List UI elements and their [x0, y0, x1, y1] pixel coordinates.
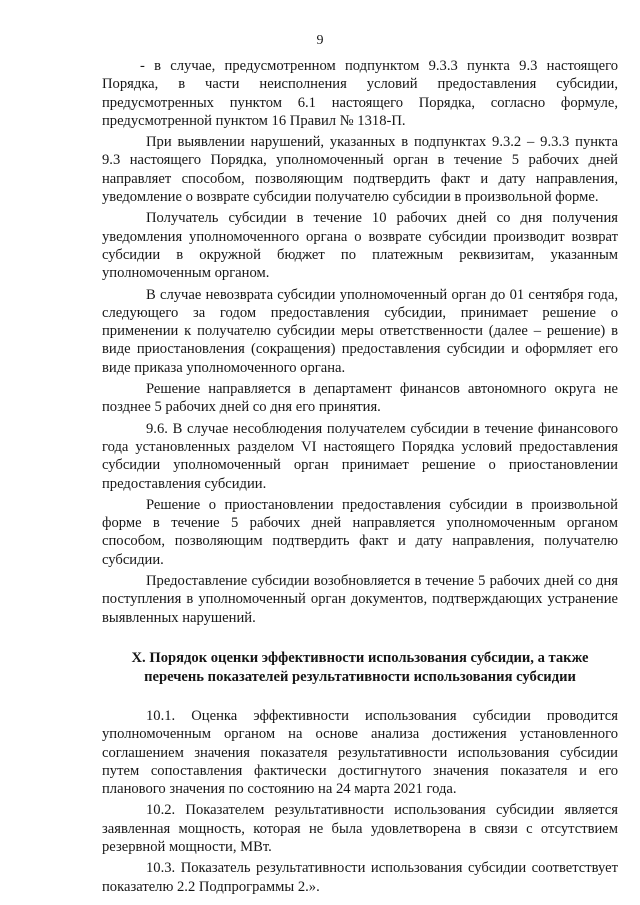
paragraph-decision-sent: Решение направляется в департамент финансов автономного округа не позднее 5 рабочих дней со дня его принятия. — [102, 381, 618, 416]
paragraph-10-3: 10.3. Показатель результативности использования субсидии соответствует показателю 2.2 Подпрограммы 2.». — [102, 860, 618, 895]
paragraph-suspension-decision: Решение о приостановлении предоставления субсидии в произвольной форме в течение 5 рабочих дней направляется уполномоченным органом способом, позволяющим подтвердить факт и дату направления, получателю субсидии. — [102, 496, 618, 568]
paragraph-subparagraph-case: - в случае, предусмотренном подпунктом 9.3.3 пункта 9.3 настоящего Порядка, в части неисполнения условий предоставления субсидии, предусмотренных пунктом 6.1 настоящего Порядка, согласно формуле, предусмотренной пунктом 16 Правил № 1318-П. — [102, 58, 618, 129]
paragraph-resumption: Предоставление субсидии возобновляется в течение 5 рабочих дней со дня поступления в уполномоченный орган документов, подтверждающих устранение выявленных нарушений. — [102, 573, 618, 626]
paragraph-subsidy-return: Получатель субсидии в течение 10 рабочих дней со дня получения уведомления уполномоченного органа о возврате субсидии производит возврат субсидии в окружной бюджет по платежным реквизитам, указанным уполномоченным органом. — [102, 210, 618, 282]
paragraph-violations-notice: При выявлении нарушений, указанных в подпунктах 9.3.2 – 9.3.3 пункта 9.3 настоящего Порядка, уполномоченный орган в течение 5 рабочих дней направляет способом, позволяющим подтвердить факт и дату направления, уведомление о возврате субсидии получателю субсидии в произвольной форме. — [102, 134, 618, 206]
paragraph-10-2: 10.2. Показателем результативности использования субсидии является заявленная мощность, которая не была удовлетворена в связи с отсутствием резервной мощности, МВт. — [102, 802, 618, 855]
section-x-heading: X. Порядок оценки эффективности использования субсидии, а также перечень показателей результативности использования субсидии — [131, 649, 589, 685]
paragraph-non-return-decision: В случае невозврата субсидии уполномоченный орган до 01 сентября года, следующего за годом предоставления субсидии, принимает решение о применении к получателю субсидии меры ответственности (далее – решение) в виде приостановления (сокращения) предоставления субсидии и оформляет его виде приказа уполномоченного органа. — [102, 286, 618, 376]
paragraph-9-6-suspension: 9.6. В случае несоблюдения получателем субсидии в течение финансового года установленных разделом VI настоящего Порядка условий предоставления субсидии уполномоченный орган принимает решение о приостановлении предоставления субсидии. — [102, 420, 618, 492]
page-number: 9 — [316, 33, 324, 48]
document-body — [102, 57, 618, 896]
paragraph-10-1: 10.1. Оценка эффективности использования субсидии проводится уполномоченным органом на основе анализа достижения установленного соглашением значения показателя результативности использования субсидии путем сопоставления фактически достигнутого значения показателя и его планового значения по состоянию на 24 марта 2021 года. — [102, 707, 618, 798]
